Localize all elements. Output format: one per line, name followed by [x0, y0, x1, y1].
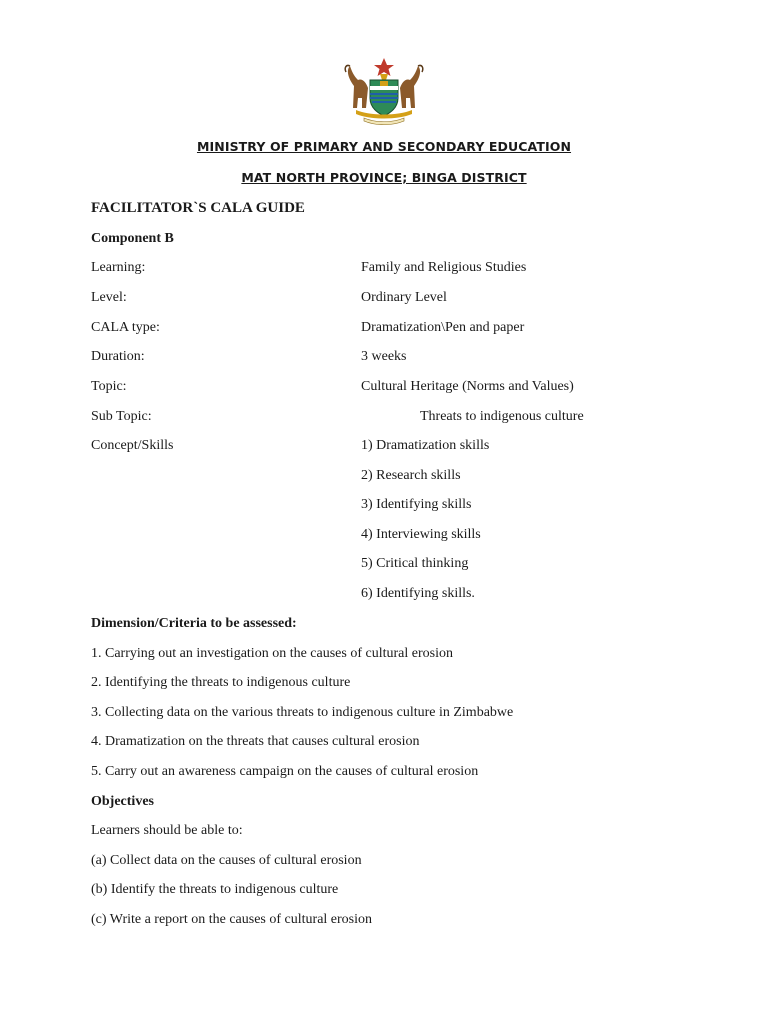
detail-label: Sub Topic:	[91, 409, 152, 424]
detail-value: Dramatization\Pen and paper	[361, 320, 525, 335]
skill-item: 6) Identifying skills.	[361, 586, 475, 601]
component-label: Component B	[91, 231, 174, 246]
skill-item: 2) Research skills	[361, 468, 461, 483]
zimbabwe-coat-of-arms-icon	[340, 56, 428, 126]
skill-item: 1) Dramatization skills	[361, 438, 490, 453]
criteria-heading: Dimension/Criteria to be assessed:	[91, 616, 297, 631]
detail-label: Learning:	[91, 260, 146, 275]
province-heading: MAT NORTH PROVINCE; BINGA DISTRICT	[241, 170, 527, 185]
skill-item: 5) Critical thinking	[361, 556, 469, 571]
detail-label: CALA type:	[91, 320, 160, 335]
skill-item: 3) Identifying skills	[361, 497, 472, 512]
detail-label: Level:	[91, 290, 127, 305]
criteria-item: 3. Collecting data on the various threats to indigenous culture in Zimbabwe	[91, 705, 514, 720]
criteria-item: 2. Identifying the threats to indigenous culture	[91, 675, 351, 690]
objectives-intro: Learners should be able to:	[91, 823, 243, 838]
detail-value: 3 weeks	[361, 349, 407, 364]
detail-label: Concept/Skills	[91, 438, 174, 453]
objective-item: (a) Collect data on the causes of cultural erosion	[91, 853, 362, 868]
detail-value: Cultural Heritage (Norms and Values)	[361, 379, 574, 394]
criteria-item: 1. Carrying out an investigation on the causes of cultural erosion	[91, 646, 453, 661]
objective-item: (b) Identify the threats to indigenous culture	[91, 882, 339, 897]
skill-item: 4) Interviewing skills	[361, 527, 481, 542]
objective-item: (c) Write a report on the causes of cultural erosion	[91, 912, 373, 927]
criteria-item: 5. Carry out an awareness campaign on the causes of cultural erosion	[91, 764, 479, 779]
detail-value: Ordinary Level	[361, 290, 447, 305]
ministry-heading: MINISTRY OF PRIMARY AND SECONDARY EDUCATION	[196, 139, 572, 154]
detail-value: Threats to indigenous culture	[420, 409, 584, 424]
document-title: FACILITATOR`S CALA GUIDE	[91, 200, 305, 216]
detail-label: Duration:	[91, 349, 145, 364]
criteria-item: 4. Dramatization on the threats that causes cultural erosion	[91, 734, 420, 749]
detail-label: Topic:	[91, 379, 127, 394]
detail-value: Family and Religious Studies	[361, 260, 527, 275]
objectives-heading: Objectives	[91, 794, 154, 809]
